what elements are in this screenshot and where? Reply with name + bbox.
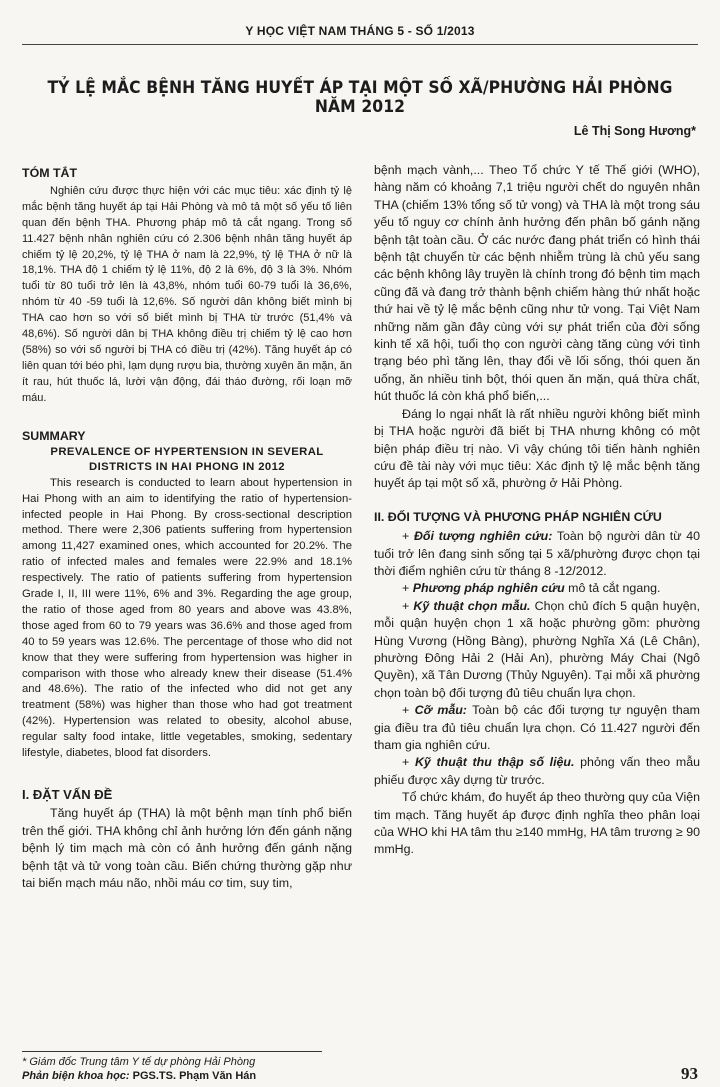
footnote-affiliation: * Giám đốc Trung tâm Y tế dự phòng Hải Phòng — [22, 1056, 256, 1068]
introduction-paragraph-objective: Đáng lo ngại nhất là rất nhiều người không biết mình bị THA hoặc người đã biết bị THA nhưng không có một biện pháp điều trị nào. Vì vậy chúng tôi tiến hành nghiên cứu đề tài này với mục tiêu: Xác định tỷ lệ mắc bệnh tăng huyết áp tại một số xã, phường ở Hải Phòng. — [374, 406, 700, 491]
abstract-text: Nghiên cứu được thực hiện với các mục tiêu: xác định tỷ lệ mắc bệnh tăng huyết áp tại Hải Phòng và mô tả một số yếu tố liên quan đến bệnh THA. Phương pháp mô tả cắt ngang. Trong số 11.427 bệnh nhân nghiên cứu có 2.306 bệnh nhân tăng huyết áp chiếm tỷ lệ 20,2%, tỷ lệ THA ở nam là 22,9%, tỷ lệ THA ở nữ là 18,1%. THA độ 1 chiếm tỷ lệ 11%, độ 2 là 6%, độ 3 là 3%. Nhóm tuổi từ 80 tuổi trở lên là 43,8%, nhóm tuổi 60-79 tuổi là 36,6%, nhóm từ 40 -59 tuổi là 12,6%. Số người dân không biết mình bị THA cao hơn so với số biết mình bị THA từ trước (51,4% và 48,6%). Số người dân bị THA không điều trị chiếm tỷ lệ cao hơn (58%) so với số người bị THA có điều trị (42%). Tăng huyết áp có liên quan tới béo phì, lạm dụng rượu bia, thường xuyên ăn mặn, ăn ít rau, hút thuốc lá, lười vận động, đái tháo đường, rối loạn mỡ máu. — [22, 184, 352, 404]
methods-item — [374, 528, 700, 580]
methods-item-text: Chọn chủ đích 5 quận huyện, mỗi quận huyện chọn 1 xã hoặc phường gồm: phường Hùng Vương (Hồng Bàng), phường Nghĩa Xá (Lê Chân), phường Đông Hải 2 (Hải An), phường Máy Chai (Ngô Quyền), xã Tân Dương (Thủy Nguyên). Tại mỗi xã phường chọn toàn bộ đối tượng đủ tiêu chuẩn lựa chọn. — [374, 598, 701, 700]
journal-header — [22, 24, 698, 45]
introduction-heading: I. ĐẶT VẤN ĐỀ — [22, 787, 113, 802]
abstract-heading: TÓM TẮT — [22, 166, 78, 180]
footnote-reviewer — [22, 1069, 322, 1083]
introduction-paragraph-continued: bệnh mạch vành,... Theo Tổ chức Y tế Thế giới (WHO), hàng năm có khoảng 7,1 triệu người chết do nguyên nhân THA (chiếm 13% tổng số tử vong) và THA là một trong sáu yếu tố nguy cơ chính ảnh hưởng đến phân bố gánh nặng bệnh tật toàn cầu. Ở các nước đang phát triển có hình thái bệnh tật chuyển từ các bệnh nhiễm trùng là chủ yếu sang các bệnh không lây truyền là chính trong đó bệnh tim mạch cũng đã và đang trở thành bệnh chiếm hàng thứ nhất hoặc thứ hai về tỷ lệ mắc bệnh cũng như tử vong. Tại Việt Nam những năm gần đây cùng với sự phát triển của đời sống kinh tế xã hội, tuổi thọ con người càng tăng cùng với tình trạng béo phì tăng lên, thay đổi về lối sống, thói quen ăn uống, ăn nhiều tinh bột, thói quen ăn mặn, quá thừa chất, hút thuốc lá còn khá phổ biến,... — [374, 163, 700, 404]
introduction-section — [22, 786, 352, 892]
methods-item-text: Toàn bộ người dân từ 40 tuổi trở lên đang sinh sống tại 5 xã/phường được chọn tại thời điểm nghiên cứu từ tháng 8 -12/2012. — [374, 529, 701, 578]
article-author: Lê Thị Song Hương* — [573, 124, 696, 138]
introduction-paragraph-start: Tăng huyết áp (THA) là một bệnh mạn tính phổ biến trên thế giới. THA không chỉ ảnh hưởng lớn đến gánh nặng bệnh lý tim mạch mà còn có ảnh hưởng đến gánh nặng bệnh tật và tử vong toàn cầu. Biến chứng thường gặp như tai biến mạch máu não, nhồi máu cơ tim, suy tim, — [22, 806, 352, 891]
methods-item-text: Toàn bộ các đối tượng tự nguyện tham gia điều tra đủ tiêu chuẩn lựa chọn. Có 11.427 người đến tham gia nghiên cứu. — [374, 703, 700, 752]
methods-item — [374, 754, 700, 789]
methods-item-label: Kỹ thuật chọn mẫu. — [413, 598, 531, 613]
summary-title: PREVALENCE OF HYPERTENSION IN SEVERAL DISTRICTS IN HAI PHONG IN 2012 — [50, 445, 324, 474]
methods-item — [374, 702, 700, 754]
methods-heading: II. ĐỐI TƯỢNG VÀ PHƯƠNG PHÁP NGHIÊN CỨU — [374, 509, 662, 524]
methods-exam-paragraph: Tổ chức khám, đo huyết áp theo thường quy của Viện tim mạch. Tăng huyết áp được định nghĩa theo phân loại của WHO khi HA tâm thu ≥140 mmHg, HA tâm trương ≥ 90 mmHg. — [374, 790, 700, 857]
bullet-plus: + — [402, 581, 410, 596]
journal-header-text: Y HỌC VIỆT NAM THÁNG 5 - SỐ 1/2013 — [245, 24, 475, 38]
methods-item-text: phỏng vấn theo mẫu phiếu được xây dựng từ trước. — [374, 755, 700, 787]
summary-text: This research is conducted to learn about hypertension in Hai Phong with an aim to identifying the ratio of hypertension-infected people in Hai Phong. By cross-sectional description method. There were 2,306 patients suffering from hypertension among 11,427 examined ones, which accounted for 20.2%. The ratio of infected males and females were 22.9% and 18.1% respectively. The ratio of patients suffering from hypertension Grade I, II, III were 11%, 6% and 3%. Regarding the age group, the ratio of those aged from 80 years and above was 43.8%, those aged from 60 to 79 years was 36.6% and those aged from 40 to 59 years was 12.6%. The percentage of those who did not know that they were suffering from hypertension was higher in comparison with those who already knew their disease (51.4% and 48.6%). The ratio of the infected who did not get any treatment (58%) was higher than those who had got treatment (42%). Hypertension was related to obesity, alcohol abuse, regular salty food intake, little vegetables, smoking, sedentary lifestyle, diabetes, blood fat disorders. — [22, 476, 352, 760]
methods-item-label: Kỹ thuật thu thập số liệu. — [414, 755, 575, 770]
bullet-plus: + — [402, 703, 410, 718]
article-title: TỶ LỆ MẮC BỆNH TĂNG HUYẾT ÁP TẠI MỘT SỐ XÃ/PHƯỜNG HẢI PHÒNG NĂM 2012 — [47, 78, 673, 116]
reviewer-role: Phản biện khoa học: — [22, 1070, 130, 1082]
left-column — [22, 160, 352, 892]
methods-item-label: Cỡ mẫu: — [414, 703, 467, 718]
methods-item — [374, 580, 700, 597]
right-column — [374, 162, 700, 859]
methods-item-label: Phương pháp nghiên cứu — [412, 581, 565, 596]
methods-item-text: mô tả cắt ngang. — [568, 581, 661, 596]
reviewer-name: PGS.TS. Phạm Văn Hán — [132, 1070, 257, 1082]
methods-item-label: Đối tượng nghiên cứu: — [413, 529, 553, 544]
footnote — [22, 1051, 322, 1083]
bullet-plus: + — [402, 529, 410, 544]
methods-item — [374, 598, 700, 702]
bullet-plus: + — [402, 598, 410, 613]
bullet-plus: + — [402, 755, 410, 770]
summary-heading: SUMMARY — [22, 428, 86, 443]
page-number: 93 — [681, 1064, 698, 1083]
